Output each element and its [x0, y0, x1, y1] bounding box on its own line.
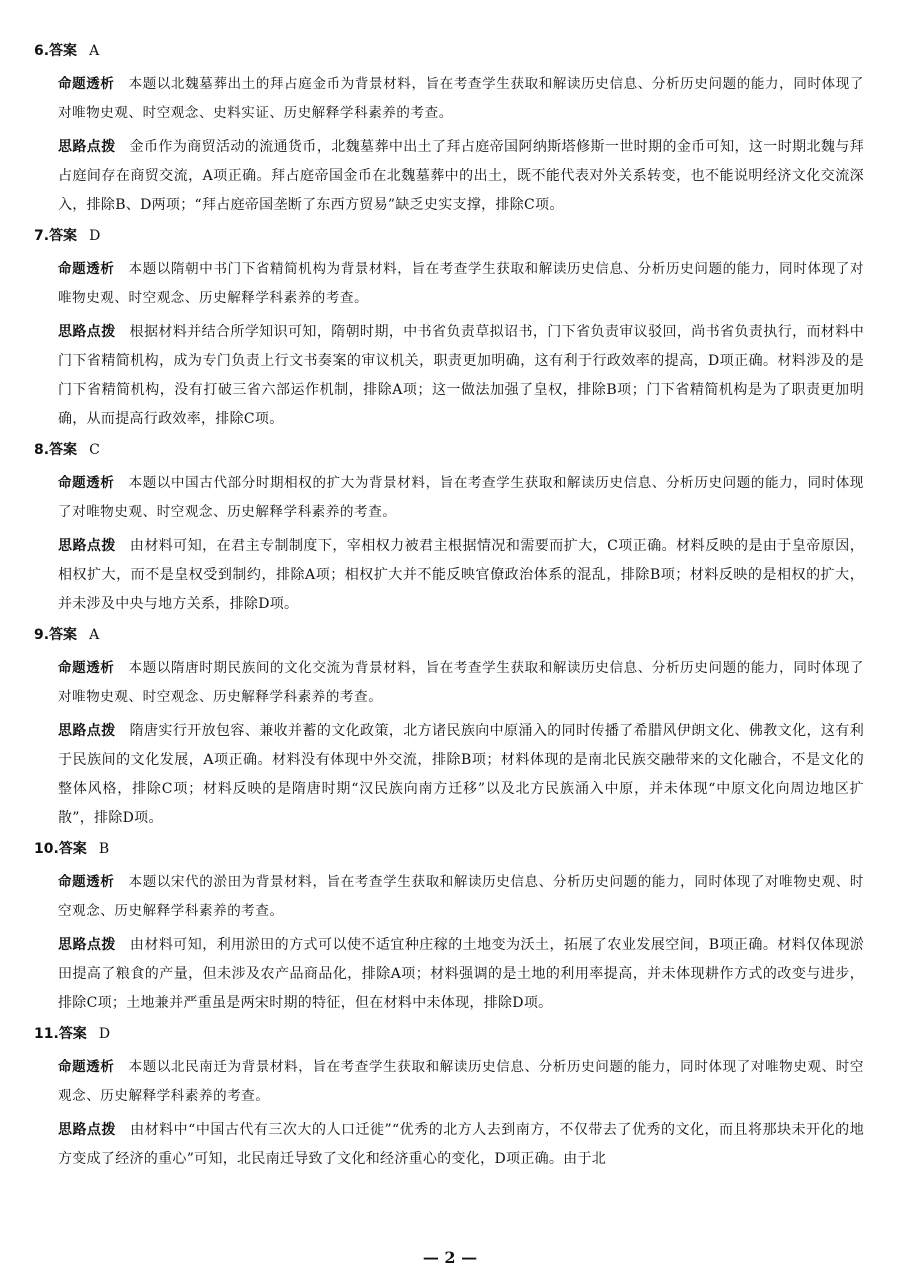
thinking-text: 根据材料并结合所学知识可知，隋朝时期，中书省负责草拟诏书，门下省负责审议驳回，尚书省负责执行，而材料中门下省精简机构，成为专门负责上行文书奏案的审议机关，职责更加明确，这有利于行政效率的提高，D项正确。材料涉及的是门下省精简机构，没有打破三省六部运作机制，排除A项；这一做法加强了皇权，排除B项；门下省精简机构是为了职责更加明确，从而提高行政效率，排除C项。: [58, 324, 864, 427]
analysis-text: 本题以北民南迁为背景材料，旨在考查学生获取和解读历史信息、分析历史问题的能力，同时体现了对唯物史观、时空观念、历史解释学科素养的考查。: [58, 1059, 864, 1104]
analysis-paragraph: [34, 70, 864, 128]
answer-letter: D: [98, 1026, 111, 1042]
answer-item-8: [34, 439, 864, 619]
thinking-paragraph: [34, 318, 864, 434]
analysis-paragraph: [34, 1053, 864, 1111]
answer-document: [34, 40, 864, 1179]
thinking-text: 由材料可知，利用淤田的方式可以使不适宜种庄稼的土地变为沃土，拓展了农业发展空间，B项正确。材料仅体现淤田提高了粮食的产量，但未涉及农产品商品化，排除A项；材料强调的是土地的利用率提高，并未体现耕作方式的改变与进步，排除C项；土地兼并严重虽是两宋时期的特征，但在材料中未体现，排除D项。: [58, 937, 864, 1011]
thinking-paragraph: [34, 717, 864, 833]
thinking-label: 思路点拨: [58, 937, 116, 953]
answer-label: 答案: [58, 841, 87, 857]
analysis-text: 本题以隋朝中书门下省精简机构为背景材料，旨在考查学生获取和解读历史信息、分析历史问题的能力，同时体现了对唯物史观、时空观念、历史解释学科素养的考查。: [58, 261, 864, 306]
answer-item-7: [34, 225, 864, 434]
analysis-label: 命题透析: [58, 1059, 115, 1075]
thinking-text: 由材料中“中国古代有三次大的人口迁徙”“优秀的北方人去到南方，不仅带去了优秀的文化，而且将那块未开化的地方变成了经济的重心”可知，北民南迁导致了文化和经济重心的变化，D项正确。由于北: [58, 1122, 864, 1167]
answer-item-10: [34, 838, 864, 1018]
answer-letter: D: [89, 228, 101, 244]
question-number: 11.: [34, 1026, 59, 1042]
analysis-paragraph: [34, 255, 864, 313]
analysis-text: 本题以北魏墓葬出土的拜占庭金币为背景材料，旨在考查学生获取和解读历史信息、分析历史问题的能力，同时体现了对唯物史观、时空观念、史料实证、历史解释学科素养的考查。: [58, 76, 864, 121]
answer-header: [34, 624, 864, 646]
analysis-label: 命题透析: [58, 261, 115, 277]
thinking-paragraph: [34, 532, 864, 619]
analysis-text: 本题以宋代的淤田为背景材料，旨在考查学生获取和解读历史信息、分析历史问题的能力，同时体现了对唯物史观、时空观念、历史解释学科素养的考查。: [58, 874, 864, 919]
answer-header: [34, 838, 864, 860]
thinking-text: 由材料可知，在君主专制制度下，宰相权力被君主根据情况和需要而扩大，C项正确。材料反映的是由于皇帝原因，相权扩大，而不是皇权受到制约，排除A项；相权扩大并不能反映官僚政治体系的混乱，排除B项；材料反映的是相权的扩大，并未涉及中央与地方关系，排除D项。: [58, 538, 864, 612]
thinking-paragraph: [34, 1116, 864, 1174]
analysis-label: 命题透析: [58, 475, 115, 491]
thinking-paragraph: [34, 931, 864, 1018]
analysis-label: 命题透析: [58, 874, 115, 890]
question-number: 9.: [34, 627, 50, 643]
analysis-text: 本题以隋唐时期民族间的文化交流为背景材料，旨在考查学生获取和解读历史信息、分析历史问题的能力，同时体现了对唯物史观、时空观念、历史解释学科素养的考查。: [58, 660, 864, 705]
question-number: 8.: [34, 442, 50, 458]
question-number: 10.: [34, 841, 59, 857]
analysis-label: 命题透析: [58, 76, 115, 92]
analysis-label: 命题透析: [58, 660, 115, 676]
thinking-text: 金币作为商贸活动的流通货币，北魏墓葬中出土了拜占庭帝国阿纳斯塔修斯一世时期的金币可知，这一时期北魏与拜占庭间存在商贸交流，A项正确。拜占庭帝国金币在北魏墓葬中的出土，既不能代表对外关系转变，也不能说明经济文化交流深入，排除B、D两项；“拜占庭帝国垄断了东西方贸易”缺乏史实支撑，排除C项。: [58, 139, 864, 213]
answer-item-11: [34, 1023, 864, 1174]
answer-letter: C: [89, 442, 100, 458]
question-number: 7.: [34, 228, 50, 244]
answer-label: 答案: [49, 228, 78, 244]
answer-letter: A: [89, 627, 100, 643]
answer-header: [34, 439, 864, 461]
answer-letter: B: [98, 841, 110, 857]
thinking-text: 隋唐实行开放包容、兼收并蓄的文化政策，北方诸民族向中原涌入的同时传播了希腊风伊朗文化、佛教文化，这有利于民族间的文化发展，A项正确。材料没有体现中外交流，排除B项；材料体现的是南北民族交融带来的文化融合，不是文化的整体风格，排除C项；材料反映的是隋唐时期“汉民族向南方迁移”以及北方民族涌入中原，并未体现“中原文化向周边地区扩散”，排除D项。: [58, 723, 864, 826]
answer-label: 答案: [49, 627, 78, 643]
analysis-paragraph: [34, 654, 864, 712]
answer-label: 答案: [49, 43, 78, 59]
answer-item-9: [34, 624, 864, 833]
analysis-paragraph: [34, 868, 864, 926]
answer-header: [34, 1023, 864, 1045]
answer-letter: A: [89, 43, 100, 59]
thinking-label: 思路点拨: [58, 324, 116, 340]
thinking-label: 思路点拨: [58, 538, 116, 554]
analysis-paragraph: [34, 469, 864, 527]
answer-header: [34, 225, 864, 247]
answer-item-6: [34, 40, 864, 220]
answer-label: 答案: [58, 1026, 87, 1042]
answer-header: [34, 40, 864, 62]
thinking-paragraph: [34, 133, 864, 220]
thinking-label: 思路点拨: [58, 723, 116, 739]
page-number: — 2 —: [422, 1248, 478, 1267]
answer-label: 答案: [49, 442, 78, 458]
thinking-label: 思路点拨: [58, 1122, 117, 1138]
question-number: 6.: [34, 43, 50, 59]
thinking-label: 思路点拨: [58, 139, 116, 155]
analysis-text: 本题以中国古代部分时期相权的扩大为背景材料，旨在考查学生获取和解读历史信息、分析历史问题的能力，同时体现了对唯物史观、时空观念、历史解释学科素养的考查。: [58, 475, 864, 520]
